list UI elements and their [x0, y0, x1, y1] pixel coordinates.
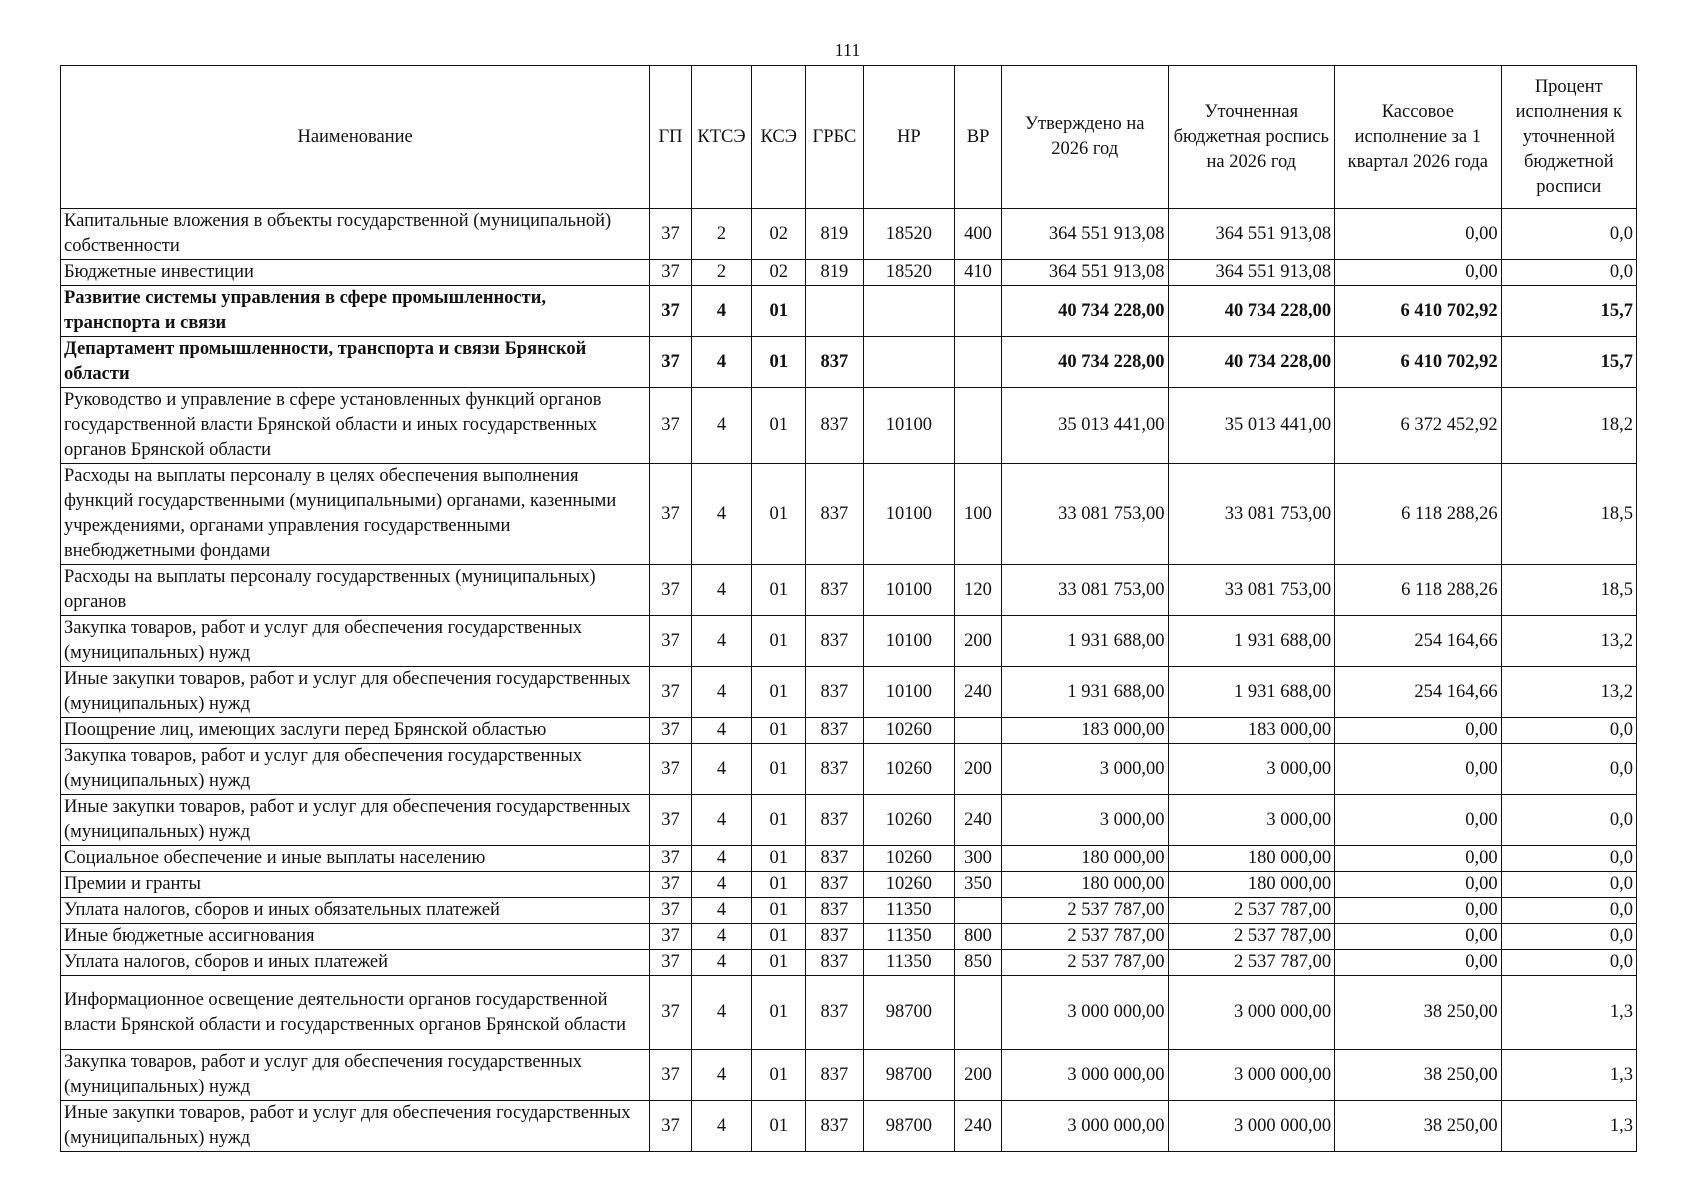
cell-percent: 0,0	[1501, 898, 1636, 924]
cell-vr: 800	[955, 924, 1002, 950]
cell-kse: 01	[752, 337, 806, 388]
cell-name: Расходы на выплаты персоналу государственных (муниципальных) органов	[61, 565, 650, 616]
cell-name: Закупка товаров, работ и услуг для обеспечения государственных (муниципальных) нужд	[61, 616, 650, 667]
cell-kse: 01	[752, 718, 806, 744]
cell-gp: 37	[650, 718, 692, 744]
cell-refined: 180 000,00	[1168, 872, 1335, 898]
cell-gp: 37	[650, 565, 692, 616]
cell-cash: 38 250,00	[1335, 1101, 1502, 1152]
cell-cash: 254 164,66	[1335, 667, 1502, 718]
cell-refined: 183 000,00	[1168, 718, 1335, 744]
cell-approved: 3 000 000,00	[1001, 1101, 1168, 1152]
cell-approved: 2 537 787,00	[1001, 924, 1168, 950]
cell-nr	[863, 286, 955, 337]
cell-ktse: 4	[691, 1101, 751, 1152]
cell-gp: 37	[650, 976, 692, 1050]
cell-grbs: 837	[806, 1050, 863, 1101]
cell-gp: 37	[650, 388, 692, 464]
cell-refined: 33 081 753,00	[1168, 464, 1335, 565]
cell-grbs	[806, 286, 863, 337]
cell-kse: 02	[752, 209, 806, 260]
cell-nr	[863, 337, 955, 388]
header-percent: Процент исполнения к уточненной бюджетной росписи	[1501, 66, 1636, 209]
cell-name: Информационное освещение деятельности органов государственной власти Брянской области и государственных органов Брянской области	[61, 976, 650, 1050]
cell-ktse: 4	[691, 286, 751, 337]
cell-gp: 37	[650, 950, 692, 976]
cell-approved: 40 734 228,00	[1001, 286, 1168, 337]
cell-approved: 1 931 688,00	[1001, 667, 1168, 718]
cell-gp: 37	[650, 209, 692, 260]
cell-vr: 240	[955, 1101, 1002, 1152]
cell-kse: 02	[752, 260, 806, 286]
cell-name: Иные закупки товаров, работ и услуг для обеспечения государственных (муниципальных) нужд	[61, 795, 650, 846]
cell-kse: 01	[752, 565, 806, 616]
cell-vr: 850	[955, 950, 1002, 976]
table-row	[61, 846, 1637, 872]
cell-name: Развитие системы управления в сфере промышленности, транспорта и связи	[61, 286, 650, 337]
cell-ktse: 4	[691, 950, 751, 976]
table-row	[61, 616, 1637, 667]
cell-cash: 38 250,00	[1335, 976, 1502, 1050]
cell-name: Иные закупки товаров, работ и услуг для обеспечения государственных (муниципальных) нужд	[61, 667, 650, 718]
table-row	[61, 976, 1637, 1050]
cell-gp: 37	[650, 337, 692, 388]
cell-grbs: 837	[806, 846, 863, 872]
cell-gp: 37	[650, 1101, 692, 1152]
cell-approved: 2 537 787,00	[1001, 898, 1168, 924]
header-refined: Уточненная бюджетная роспись на 2026 год	[1168, 66, 1335, 209]
cell-refined: 1 931 688,00	[1168, 667, 1335, 718]
cell-nr: 11350	[863, 950, 955, 976]
cell-cash: 38 250,00	[1335, 1050, 1502, 1101]
cell-cash: 0,00	[1335, 846, 1502, 872]
table-row	[61, 744, 1637, 795]
header-ktse: КТСЭ	[691, 66, 751, 209]
cell-gp: 37	[650, 286, 692, 337]
cell-ktse: 2	[691, 260, 751, 286]
cell-approved: 33 081 753,00	[1001, 464, 1168, 565]
cell-nr: 18520	[863, 260, 955, 286]
cell-refined: 3 000,00	[1168, 744, 1335, 795]
cell-kse: 01	[752, 464, 806, 565]
header-nr: НР	[863, 66, 955, 209]
cell-vr: 100	[955, 464, 1002, 565]
cell-nr: 10260	[863, 846, 955, 872]
cell-grbs: 837	[806, 718, 863, 744]
cell-kse: 01	[752, 388, 806, 464]
cell-kse: 01	[752, 616, 806, 667]
cell-approved: 2 537 787,00	[1001, 950, 1168, 976]
cell-gp: 37	[650, 667, 692, 718]
cell-nr: 10100	[863, 565, 955, 616]
cell-percent: 15,7	[1501, 337, 1636, 388]
cell-refined: 35 013 441,00	[1168, 388, 1335, 464]
cell-approved: 183 000,00	[1001, 718, 1168, 744]
cell-grbs: 837	[806, 924, 863, 950]
cell-ktse: 4	[691, 337, 751, 388]
cell-nr: 10100	[863, 464, 955, 565]
cell-ktse: 4	[691, 744, 751, 795]
cell-nr: 11350	[863, 924, 955, 950]
cell-nr: 11350	[863, 898, 955, 924]
cell-approved: 33 081 753,00	[1001, 565, 1168, 616]
cell-cash: 0,00	[1335, 898, 1502, 924]
cell-vr: 240	[955, 667, 1002, 718]
cell-percent: 0,0	[1501, 744, 1636, 795]
cell-refined: 3 000 000,00	[1168, 976, 1335, 1050]
cell-ktse: 4	[691, 924, 751, 950]
cell-kse: 01	[752, 898, 806, 924]
cell-gp: 37	[650, 464, 692, 565]
cell-name: Закупка товаров, работ и услуг для обеспечения государственных (муниципальных) нужд	[61, 1050, 650, 1101]
cell-percent: 15,7	[1501, 286, 1636, 337]
table-row	[61, 898, 1637, 924]
cell-percent: 1,3	[1501, 976, 1636, 1050]
cell-gp: 37	[650, 616, 692, 667]
cell-refined: 3 000 000,00	[1168, 1101, 1335, 1152]
cell-gp: 37	[650, 744, 692, 795]
cell-name: Капитальные вложения в объекты государственной (муниципальной) собственности	[61, 209, 650, 260]
cell-refined: 3 000 000,00	[1168, 1050, 1335, 1101]
cell-ktse: 4	[691, 667, 751, 718]
cell-name: Поощрение лиц, имеющих заслуги перед Брянской областью	[61, 718, 650, 744]
cell-vr	[955, 976, 1002, 1050]
cell-grbs: 819	[806, 260, 863, 286]
cell-approved: 3 000 000,00	[1001, 976, 1168, 1050]
cell-approved: 3 000,00	[1001, 744, 1168, 795]
table-row	[61, 1101, 1637, 1152]
cell-ktse: 2	[691, 209, 751, 260]
cell-name: Закупка товаров, работ и услуг для обеспечения государственных (муниципальных) нужд	[61, 744, 650, 795]
cell-vr	[955, 718, 1002, 744]
table-row	[61, 950, 1637, 976]
cell-refined: 364 551 913,08	[1168, 209, 1335, 260]
cell-gp: 37	[650, 924, 692, 950]
cell-approved: 3 000 000,00	[1001, 1050, 1168, 1101]
cell-approved: 364 551 913,08	[1001, 260, 1168, 286]
cell-cash: 6 410 702,92	[1335, 286, 1502, 337]
budget-table	[60, 65, 1637, 1152]
cell-nr: 18520	[863, 209, 955, 260]
table-row	[61, 388, 1637, 464]
cell-kse: 01	[752, 1101, 806, 1152]
cell-percent: 0,0	[1501, 795, 1636, 846]
cell-vr: 240	[955, 795, 1002, 846]
header-name: Наименование	[61, 66, 650, 209]
cell-name: Премии и гранты	[61, 872, 650, 898]
cell-vr: 350	[955, 872, 1002, 898]
cell-cash: 6 372 452,92	[1335, 388, 1502, 464]
cell-name: Социальное обеспечение и иные выплаты населению	[61, 846, 650, 872]
header-cash: Кассовое исполнение за 1 квартал 2026 года	[1335, 66, 1502, 209]
cell-nr: 10260	[863, 718, 955, 744]
cell-percent: 18,2	[1501, 388, 1636, 464]
cell-grbs: 837	[806, 388, 863, 464]
cell-percent: 0,0	[1501, 718, 1636, 744]
table-header-row	[61, 66, 1637, 209]
cell-vr: 120	[955, 565, 1002, 616]
cell-cash: 0,00	[1335, 744, 1502, 795]
cell-percent: 0,0	[1501, 950, 1636, 976]
cell-grbs: 837	[806, 616, 863, 667]
header-kse: КСЭ	[752, 66, 806, 209]
cell-kse: 01	[752, 286, 806, 337]
header-approved: Утверждено на 2026 год	[1001, 66, 1168, 209]
table-row	[61, 1050, 1637, 1101]
cell-percent: 0,0	[1501, 846, 1636, 872]
cell-name: Департамент промышленности, транспорта и связи Брянской области	[61, 337, 650, 388]
cell-ktse: 4	[691, 565, 751, 616]
cell-gp: 37	[650, 795, 692, 846]
cell-cash: 6 118 288,26	[1335, 565, 1502, 616]
cell-vr: 300	[955, 846, 1002, 872]
cell-ktse: 4	[691, 718, 751, 744]
cell-nr: 10260	[863, 795, 955, 846]
cell-kse: 01	[752, 1050, 806, 1101]
cell-percent: 1,3	[1501, 1050, 1636, 1101]
cell-percent: 18,5	[1501, 464, 1636, 565]
cell-refined: 3 000,00	[1168, 795, 1335, 846]
cell-gp: 37	[650, 260, 692, 286]
cell-cash: 0,00	[1335, 795, 1502, 846]
page-number: 111	[834, 40, 861, 60]
cell-percent: 0,0	[1501, 260, 1636, 286]
table-row	[61, 260, 1637, 286]
cell-vr: 200	[955, 616, 1002, 667]
cell-refined: 364 551 913,08	[1168, 260, 1335, 286]
cell-vr	[955, 898, 1002, 924]
cell-percent: 13,2	[1501, 667, 1636, 718]
cell-kse: 01	[752, 950, 806, 976]
cell-refined: 2 537 787,00	[1168, 924, 1335, 950]
cell-ktse: 4	[691, 388, 751, 464]
cell-approved: 1 931 688,00	[1001, 616, 1168, 667]
cell-nr: 10260	[863, 872, 955, 898]
cell-nr: 10100	[863, 667, 955, 718]
cell-cash: 0,00	[1335, 924, 1502, 950]
cell-ktse: 4	[691, 872, 751, 898]
cell-percent: 0,0	[1501, 872, 1636, 898]
cell-gp: 37	[650, 846, 692, 872]
table-row	[61, 565, 1637, 616]
cell-nr: 98700	[863, 1101, 955, 1152]
cell-ktse: 4	[691, 464, 751, 565]
cell-cash: 0,00	[1335, 260, 1502, 286]
cell-nr: 10100	[863, 388, 955, 464]
cell-kse: 01	[752, 976, 806, 1050]
cell-name: Расходы на выплаты персоналу в целях обеспечения выполнения функций государственными (муниципальными) органами, казенными учреждениями, органами управления государственными внебюджетными фондами	[61, 464, 650, 565]
cell-grbs: 837	[806, 464, 863, 565]
cell-grbs: 837	[806, 667, 863, 718]
cell-kse: 01	[752, 667, 806, 718]
cell-vr	[955, 286, 1002, 337]
cell-approved: 3 000,00	[1001, 795, 1168, 846]
cell-ktse: 4	[691, 616, 751, 667]
cell-name: Уплата налогов, сборов и иных платежей	[61, 950, 650, 976]
cell-gp: 37	[650, 872, 692, 898]
cell-ktse: 4	[691, 1050, 751, 1101]
cell-gp: 37	[650, 898, 692, 924]
cell-grbs: 837	[806, 744, 863, 795]
cell-refined: 180 000,00	[1168, 846, 1335, 872]
cell-gp: 37	[650, 1050, 692, 1101]
cell-grbs: 837	[806, 565, 863, 616]
header-grbs: ГРБС	[806, 66, 863, 209]
cell-percent: 13,2	[1501, 616, 1636, 667]
table-row	[61, 924, 1637, 950]
cell-percent: 0,0	[1501, 924, 1636, 950]
cell-ktse: 4	[691, 795, 751, 846]
cell-vr: 200	[955, 1050, 1002, 1101]
cell-grbs: 837	[806, 898, 863, 924]
cell-approved: 180 000,00	[1001, 846, 1168, 872]
cell-approved: 180 000,00	[1001, 872, 1168, 898]
cell-refined: 1 931 688,00	[1168, 616, 1335, 667]
cell-refined: 2 537 787,00	[1168, 898, 1335, 924]
cell-grbs: 837	[806, 337, 863, 388]
cell-kse: 01	[752, 924, 806, 950]
cell-cash: 0,00	[1335, 950, 1502, 976]
cell-cash: 6 410 702,92	[1335, 337, 1502, 388]
cell-kse: 01	[752, 795, 806, 846]
cell-cash: 0,00	[1335, 872, 1502, 898]
cell-nr: 10260	[863, 744, 955, 795]
cell-name: Уплата налогов, сборов и иных обязательных платежей	[61, 898, 650, 924]
table-row	[61, 718, 1637, 744]
cell-cash: 0,00	[1335, 718, 1502, 744]
table-row	[61, 795, 1637, 846]
table-row	[61, 872, 1637, 898]
header-vr: ВР	[955, 66, 1002, 209]
table-row	[61, 286, 1637, 337]
cell-nr: 10100	[863, 616, 955, 667]
cell-vr: 400	[955, 209, 1002, 260]
table-row	[61, 464, 1637, 565]
cell-name: Бюджетные инвестиции	[61, 260, 650, 286]
cell-kse: 01	[752, 846, 806, 872]
cell-vr: 410	[955, 260, 1002, 286]
cell-refined: 33 081 753,00	[1168, 565, 1335, 616]
cell-approved: 364 551 913,08	[1001, 209, 1168, 260]
cell-ktse: 4	[691, 898, 751, 924]
cell-nr: 98700	[863, 1050, 955, 1101]
cell-grbs: 837	[806, 872, 863, 898]
cell-refined: 2 537 787,00	[1168, 950, 1335, 976]
header-gp: ГП	[650, 66, 692, 209]
cell-name: Иные закупки товаров, работ и услуг для обеспечения государственных (муниципальных) нужд	[61, 1101, 650, 1152]
cell-vr	[955, 337, 1002, 388]
cell-nr: 98700	[863, 976, 955, 1050]
cell-ktse: 4	[691, 846, 751, 872]
cell-name: Руководство и управление в сфере установленных функций органов государственной власти Брянской области и иных государственных органов Брянской области	[61, 388, 650, 464]
table-row	[61, 337, 1637, 388]
cell-kse: 01	[752, 872, 806, 898]
cell-cash: 254 164,66	[1335, 616, 1502, 667]
cell-vr	[955, 388, 1002, 464]
table-row	[61, 209, 1637, 260]
cell-percent: 0,0	[1501, 209, 1636, 260]
cell-percent: 1,3	[1501, 1101, 1636, 1152]
cell-grbs: 837	[806, 976, 863, 1050]
cell-refined: 40 734 228,00	[1168, 337, 1335, 388]
cell-grbs: 837	[806, 1101, 863, 1152]
cell-percent: 18,5	[1501, 565, 1636, 616]
cell-vr: 200	[955, 744, 1002, 795]
cell-approved: 35 013 441,00	[1001, 388, 1168, 464]
cell-grbs: 837	[806, 795, 863, 846]
cell-refined: 40 734 228,00	[1168, 286, 1335, 337]
cell-approved: 40 734 228,00	[1001, 337, 1168, 388]
cell-grbs: 819	[806, 209, 863, 260]
cell-ktse: 4	[691, 976, 751, 1050]
table-row	[61, 667, 1637, 718]
cell-name: Иные бюджетные ассигнования	[61, 924, 650, 950]
cell-kse: 01	[752, 744, 806, 795]
cell-cash: 6 118 288,26	[1335, 464, 1502, 565]
cell-grbs: 837	[806, 950, 863, 976]
cell-cash: 0,00	[1335, 209, 1502, 260]
